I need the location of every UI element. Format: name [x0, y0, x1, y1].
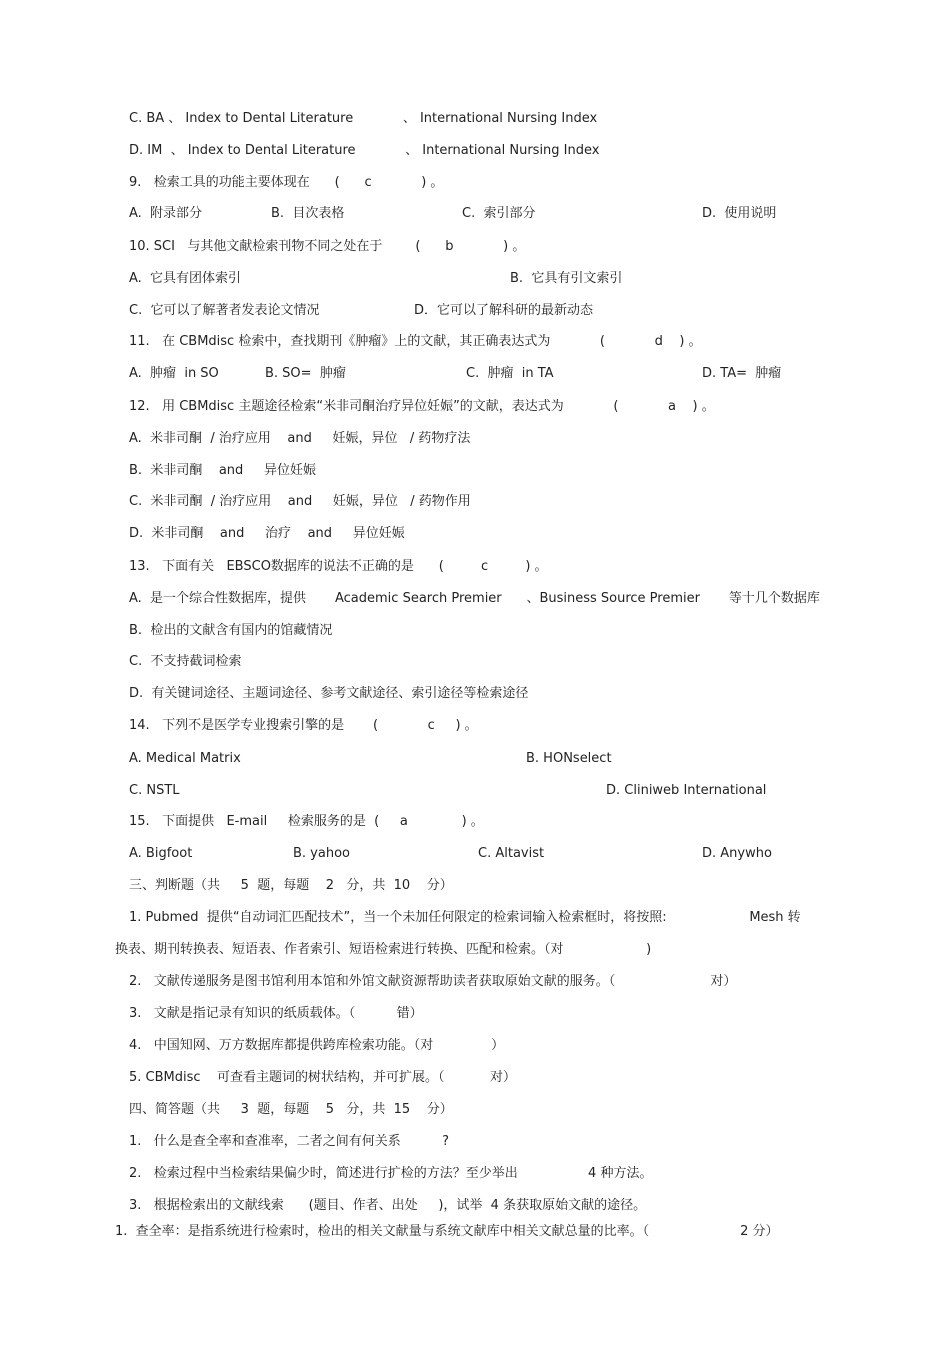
option-line: C. BA 、 Index to Dental Literature 、 International Nursing Index	[129, 111, 598, 126]
option-line: A. 它具有团体索引	[129, 271, 242, 286]
option-line: A. Bigfoot	[129, 846, 193, 861]
option-line: D. Anywho	[702, 846, 772, 861]
question-line: 13. 下面有关 EBSCO数据库的说法不正确的是 ( c ) 。	[129, 559, 548, 574]
question-line: 12. 用 CBMdisc 主题途径检索“米非司酮治疗异位妊娠”的文献，表达式为 ( a ) 。	[129, 399, 715, 414]
option-line: D. TA= 肿瘤	[702, 366, 782, 381]
option-line: B. 米非司酮 and 异位妊娠	[129, 463, 316, 478]
option-line: D．它可以了解科研的最新动态	[414, 303, 594, 318]
option-line: C. Altavist	[478, 846, 545, 861]
section-heading: 四、简答题（共 3 题，每题 5 分，共 15 分）	[129, 1102, 453, 1117]
option-line: B. 目次表格	[271, 206, 345, 221]
question-line: 3. 文献是指记录有知识的纸质载体。（ 错）	[129, 1006, 423, 1021]
option-line: B. 它具有引文索引	[510, 271, 623, 286]
question-line: 1. Pubmed 提供“自动词汇匹配技术”，当一个未加任何限定的检索词输入检索框时，将按照: Mesh 转	[129, 910, 801, 925]
answer-line: 1. 查全率：是指系统进行检索时，检出的相关文献量与系统文献库中相关文献总量的比率。（ 2 分）	[115, 1224, 779, 1239]
question-line: 3. 根据检索出的文献线索 (题目、作者、出处 )，试举 4 条获取原始文献的途径。	[129, 1198, 647, 1213]
question-line: 2. 文献传递服务是图书馆利用本馆和外馆文献资源帮助读者获取原始文献的服务。（ 对）	[129, 974, 737, 989]
option-line: B. HONselect	[526, 751, 612, 766]
question-line: 5. CBMdisc 可查看主题词的树状结构，并可扩展。（ 对）	[129, 1070, 517, 1085]
option-line: B. 检出的文献含有国内的馆藏情况	[129, 623, 333, 638]
question-line: 1. 什么是查全率和查准率，二者之间有何关系 ?	[129, 1134, 450, 1149]
option-line: C. 不支持截词检索	[129, 654, 242, 669]
question-line: 15. 下面提供 E-mail 检索服务的是 ( a ) 。	[129, 814, 484, 829]
option-line: A. 米非司酮 / 治疗应用 and 妊娠，异位 / 药物疗法	[129, 431, 471, 446]
option-line: A. 肿瘤 in SO	[129, 366, 219, 381]
question-line: 10. SCI 与其他文献检索刊物不同之处在于 ( b ) 。	[129, 239, 526, 254]
option-line: B. yahoo	[293, 846, 350, 861]
question-line: 换表、期刊转换表、短语表、作者索引、短语检索进行转换、匹配和检索。（对 )	[115, 942, 652, 957]
question-line: 11. 在 CBMdisc 检索中，查找期刊《肿瘤》上的文献，其正确表达式为 ( d ) 。	[129, 334, 702, 349]
option-line: D. 米非司酮 and 治疗 and 异位妊娠	[129, 526, 405, 541]
question-line: 2. 检索过程中当检索结果偏少时，简述进行扩检的方法？至少举出 4 种方法。	[129, 1166, 653, 1181]
option-line: D. 使用说明	[702, 206, 777, 221]
option-line: D. IM 、 Index to Dental Literature 、 International Nursing Index	[129, 143, 600, 158]
question-line: 4. 中国知网、万方数据库都提供跨库检索功能。（对 ）	[129, 1038, 505, 1053]
option-line: C. 米非司酮 / 治疗应用 and 妊娠，异位 / 药物作用	[129, 494, 471, 509]
option-line: C. NSTL	[129, 783, 180, 798]
question-line: 9. 检索工具的功能主要体现在 ( c ) 。	[129, 175, 444, 190]
option-line: C. 索引部分	[462, 206, 536, 221]
option-line: B. SO= 肿瘤	[265, 366, 346, 381]
question-line: 14. 下列不是医学专业搜索引擎的是 ( c ) 。	[129, 718, 478, 733]
option-line: D. Cliniweb International	[606, 783, 767, 798]
option-line: D. 有关键词途径、主题词途径、参考文献途径、索引途径等检索途径	[129, 686, 529, 701]
section-heading: 三、判断题（共 5 题，每题 2 分，共 10 分）	[129, 878, 453, 893]
option-line: C. 它可以了解著者发表论文情况	[129, 303, 320, 318]
option-line: A. 附录部分	[129, 206, 203, 221]
option-line: A. 是一个综合性数据库，提供 Academic Search Premier 、Business Source Premier 等十几个数据库	[129, 591, 820, 606]
option-line: A. Medical Matrix	[129, 751, 241, 766]
option-line: C. 肿瘤 in TA	[466, 366, 554, 381]
